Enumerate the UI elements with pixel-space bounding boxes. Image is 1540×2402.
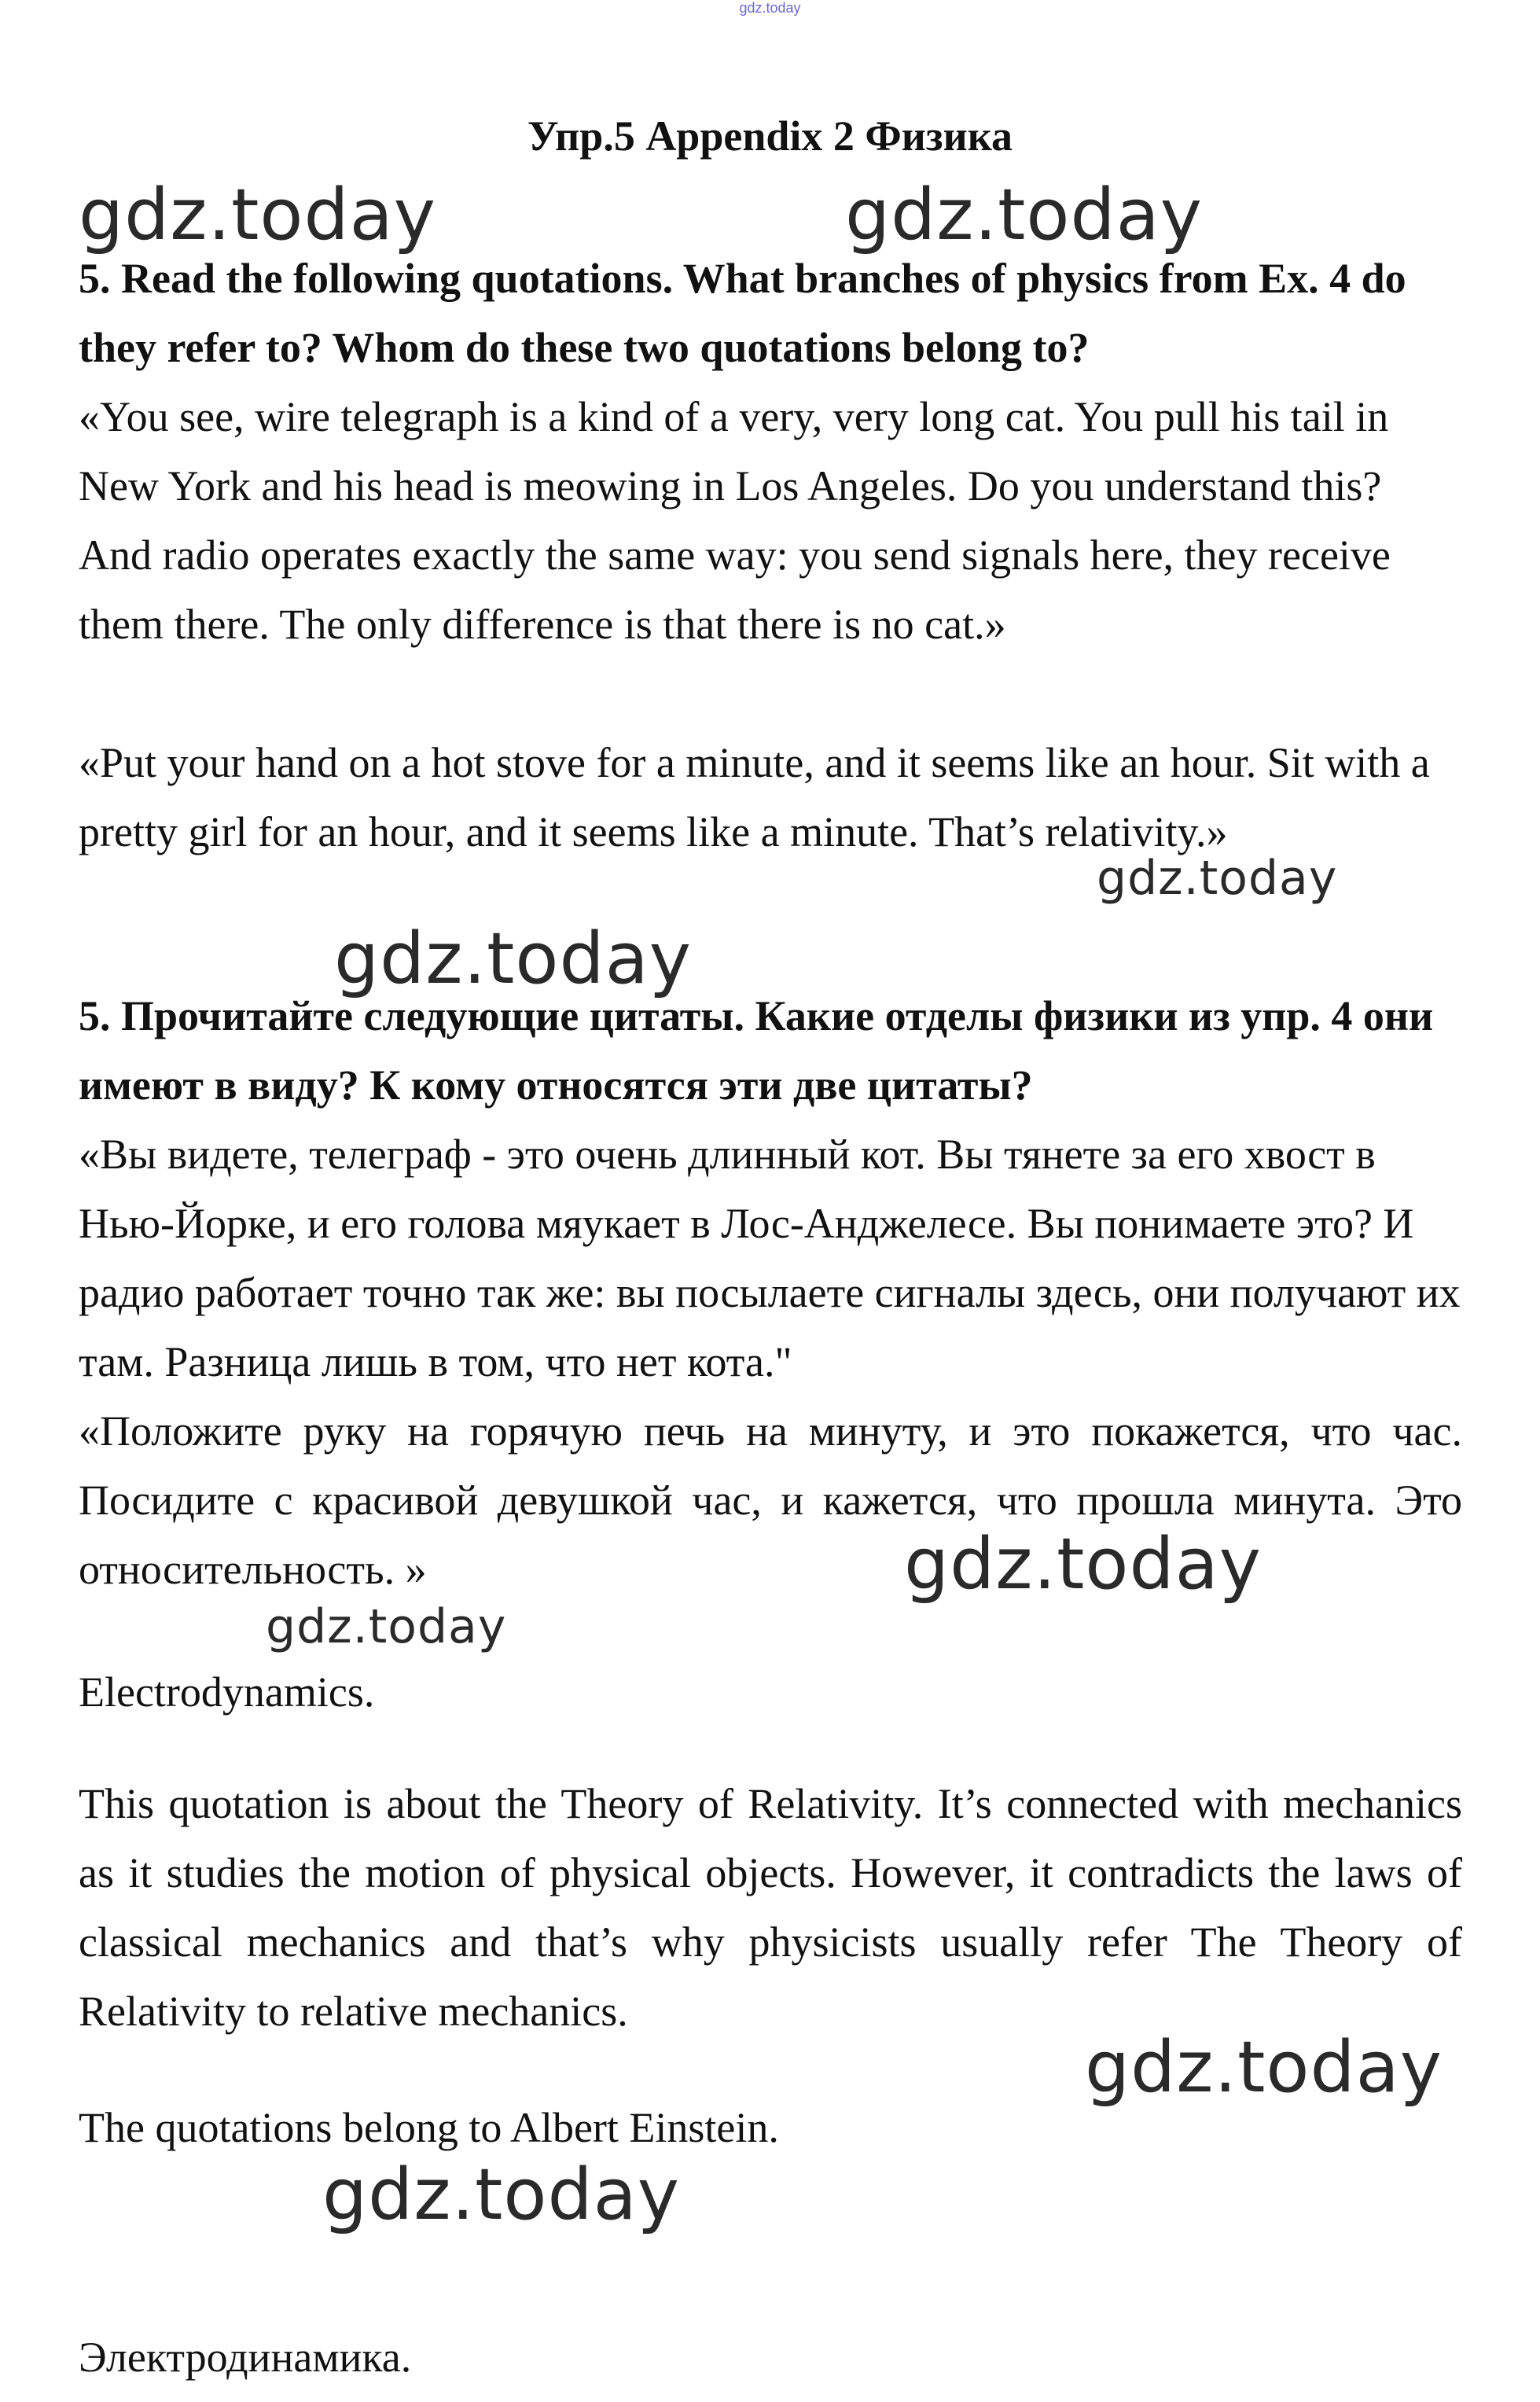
quote-relativity-en: «Put your hand on a hot stove for a minute, and it seems like an hour. Sit with a pretty girl for an hour, and it seems like a minute. That’s relativity.» [79,739,1430,855]
task-heading-ru: 5. Прочитайте следующие цитаты. Какие отделы физики из упр. 4 они имеют в виду? К кому относятся эти две цитаты? [79,992,1434,1109]
quote-relativity-ru: «Положите руку на горячую печь на минуту, и это покажется, что час. Посидите с красивой девушкой час, и кажется, что прошла минута. Это относительность. » [79,1407,1462,1593]
watermark-4: gdz.today [334,918,693,1000]
answer-authorship: The quotations belong to Albert Einstein. [79,2104,779,2151]
watermark-7: gdz.today [1085,2026,1443,2109]
watermark-5: gdz.today [904,1523,1263,1606]
answer-electrodynamics-ru: Электродинамика. [79,2334,412,2381]
top-watermark: gdz.today [739,0,801,16]
answer-electrodynamics-en: Electrodynamics. [79,1668,375,1716]
watermark-2: gdz.today [845,174,1204,256]
watermark-8: gdz.today [322,2154,681,2236]
task-heading-en: 5. Read the following quotations. What branches of physics from Ex. 4 do they refer to? Whom do these two quotations belong to? [79,255,1406,371]
watermark-1: gdz.today [79,174,437,256]
answer-relativity-paragraph: This quotation is about the Theory of Relativity. It’s connected with mechanics as it studies the motion of physical objects. However, it contradicts the laws of classical mechanics and that’s why physicists usually refer The Theory of Relativity to relative mechanics. [79,1780,1462,2035]
page-title: Упр.5 Appendix 2 Физика [527,112,1013,160]
watermark-3: gdz.today [1097,851,1338,906]
quote-telegraph-ru: «Вы видете, телеграф - это очень длинный кот. Вы тянете за его хвост в Нью-Йорке, и его голова мяукает в Лос-Анджелесе. Вы понимаете это? И радио работает точно так же: вы посылаете сигналы здесь, они получают их там. Разница лишь в том, что нет кота." [79,1131,1461,1385]
watermark-6: gdz.today [266,1599,507,1654]
quote-telegraph-en: «You see, wire telegraph is a kind of a very, very long cat. You pull his tail in New York and his head is meowing in Los Angeles. Do you understand this? And radio operates exactly the same way: you send signals here, they receive them there. The only difference is that there is no cat.» [79,393,1391,648]
